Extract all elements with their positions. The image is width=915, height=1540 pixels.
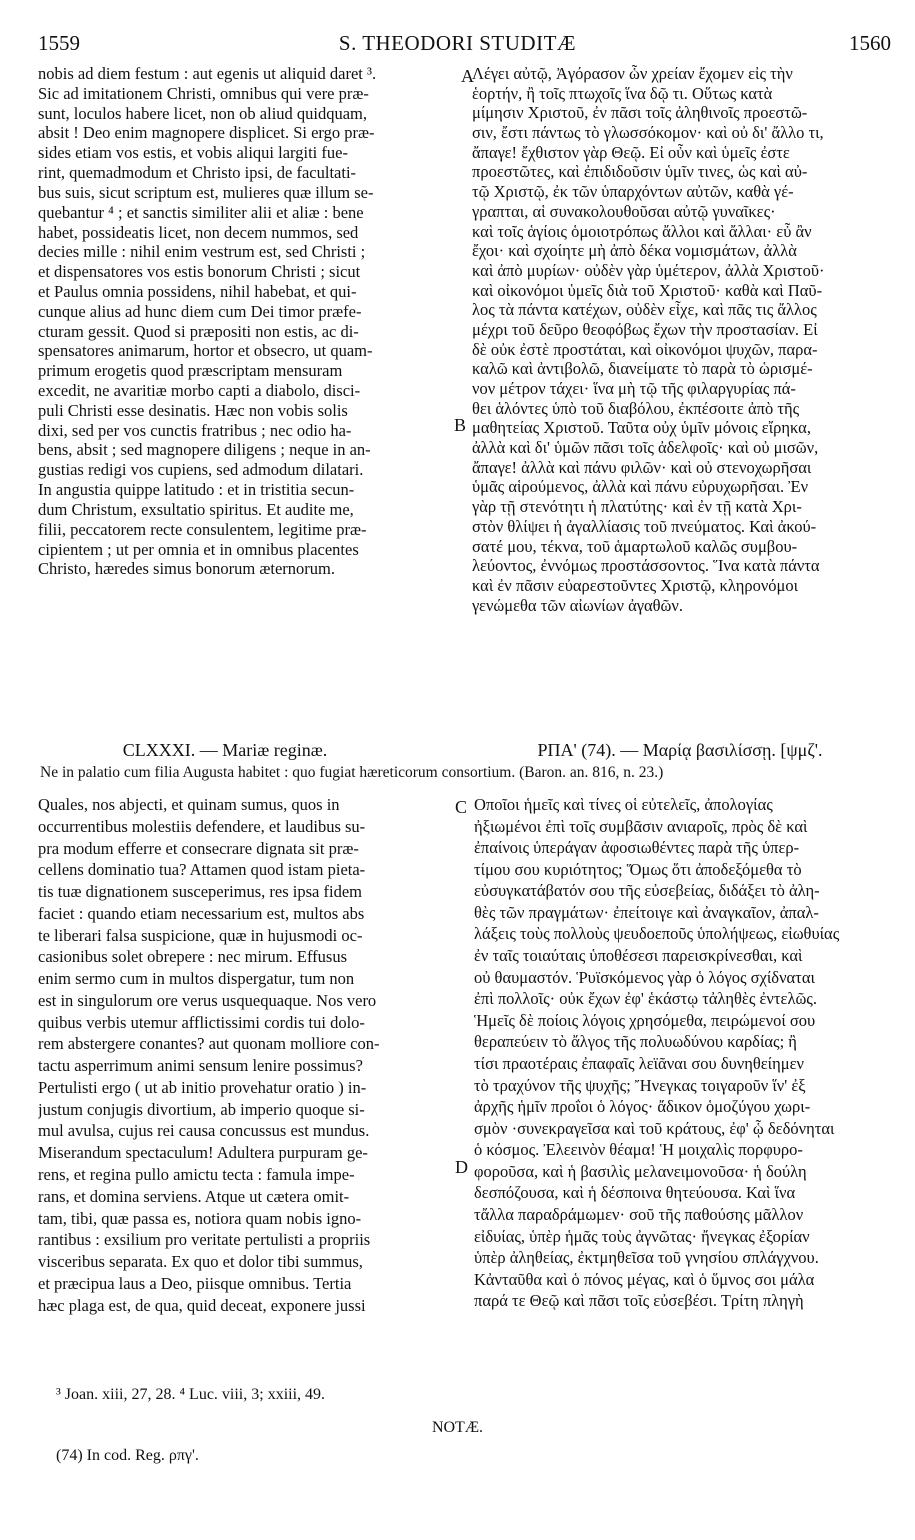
text-line: et præcipua laus a Deo, piisque omnibus. Tertia	[38, 1273, 352, 1293]
text-line: φοροῦσα, καὶ ἡ βασιλὶς μελανειμονοῦσα· ἡ δούλη	[474, 1161, 807, 1181]
text-line: Ἡμεῖς δὲ ποίοις λόγοις χρησόμεθα, πειρώμενοί σου	[474, 1010, 816, 1030]
text-line: tis tuæ dignationem susceperimus, res ipsa fidem	[38, 882, 362, 902]
text-line: ἔχοι· καὶ σχοίητε μὴ ἀπὸ δέκα νομισμάτων, ἀλλὰ	[472, 241, 797, 261]
text-line: quibus verbis utemur afflictissimi cordis tui dolo-	[38, 1012, 365, 1032]
text-line: μαθητείας Χριστοῦ. Ταῦτα οὐχ ὑμῖν μόνοις εἴρηκα,	[472, 418, 811, 438]
text-line: primum erogetis quod præscriptam mensuram	[38, 361, 343, 381]
text-line: hæc plaga est, de qua, quid deceat, exponere jussi	[38, 1295, 366, 1315]
text-line: τῷ Χριστῷ, ἐκ τῶν ὑπαρχόντων αὐτῶν, καθὰ γέ-	[472, 182, 794, 202]
text-line: Christo, hæredes simus bonorum æternorum.	[38, 559, 335, 579]
text-line: ἄπαγε! ἔχθιστον γὰρ Θεῷ. Εἰ οὖν καὶ ὑμεῖς ἐστε	[472, 142, 790, 162]
page-number-right: 1560	[849, 31, 891, 55]
text-line: ἐν ταῖς τοιαύταις ὑποθέσεσι παρεισκρίνεσθαι, καὶ	[474, 946, 803, 966]
text-line: τίμου σου κυριότητος; Ὅμως ὅτι ἀποδεξόμεθα τὸ	[474, 859, 802, 879]
text-line: tactu asperrimum animi sensum lenire possimus?	[38, 1056, 363, 1076]
text-line: στὸν θλίψει ἡ ἀγαλλίασις τοῦ πνεύματος. Καὶ ἀκού-	[472, 516, 817, 536]
text-line: quebantur ⁴ ; et sanctis similiter alii et aliæ : bene	[38, 202, 364, 222]
text-line: παρά τε Θεῷ καὶ πᾶσι τοῖς εὐσεβέσι. Τρίτη πληγὴ	[474, 1291, 804, 1311]
letter-summary: Ne in palatio cum filia Augusta habitet : quo fugiat hæreticorum consortium. (Baron. an. 816, n. 23.)	[40, 764, 664, 781]
text-line: λεύοντος, ἐννόμως προστάσσοντος. Ἵνα κατὰ πάντα	[472, 556, 820, 576]
text-line: puli Christi esse desinatis. Hæc non vobis solis	[38, 400, 348, 420]
text-line: faciet : quando etiam necessarium est, multos abs	[38, 903, 365, 923]
text-line: Sic ad imitationem Christi, omnibus qui vere præ-	[38, 83, 369, 103]
text-line: visceribus separata. Ex quo et dolor tibi summus,	[38, 1252, 363, 1272]
greek-column-top	[472, 64, 896, 615]
text-line: justum conjugis divortium, ab imperio quoque si-	[38, 1099, 365, 1119]
text-line: καὶ ἐν πᾶσιν εὐαρεστοῦντες Χριστῷ, κληρονόμοι	[472, 575, 799, 595]
text-line: ὁ κόσμος. Ἐλεεινὸν θέαμα! Ἡ μοιχαλὶς πορφυρο-	[474, 1140, 803, 1160]
text-line: θὲς τῶν πραγμάτων· ἐπείτοιγε καὶ ἀναγκαῖον, ἀπαλ-	[474, 902, 819, 922]
text-line: καὶ οἰκονόμοι ὑμεῖς διὰ τοῦ Χριστοῦ· καθὰ καὶ Παῦ-	[472, 280, 823, 300]
latin-column-letter	[38, 794, 454, 1316]
text-line: γὰρ τῇ στενότητι ἡ πλατύτης· καὶ ἐν τῇ κατὰ Χρι-	[472, 497, 802, 517]
text-line: καὶ ἀπὸ μυρίων· οὐδὲν γὰρ ὑμέτερον, ἀλλὰ Χριστοῦ·	[472, 260, 825, 280]
text-line: καὶ τοῖς ἁγίοις ὁμοιοτρόπως ἄλλοι καὶ ἄλλαι· εὖ ἂν	[472, 221, 812, 241]
text-line: sunt, loculos habere licet, non ob aliud quidquam,	[38, 103, 368, 123]
text-line: et Paulus omnia possidens, nihil habebat, et qui-	[38, 281, 357, 301]
text-line: pra modum efferre et consecrare dignata sit præ-	[38, 838, 359, 858]
text-line: σιν, ἔστι πάντως τὸ γλωσσόκομον· καὶ οὐ δι' ἄλλο τι,	[472, 123, 824, 143]
text-line: ἠξιωμένοι ἐπὶ τοῖς συμβᾶσιν ανιαροῖς, πρὸς δὲ καὶ	[474, 816, 808, 836]
text-line: οὐ θαυμαστόν. Ῥυϊσκόμενος γὰρ ὁ λόγος σχίδναται	[474, 967, 815, 987]
text-line: καλῶ καὶ ἀντιβολῶ, διανείματε τὸ παρὰ τὸ ὡρισμέ-	[472, 359, 813, 379]
text-line: γενώμεθα τῶν αἰωνίων ἀγαθῶν.	[472, 595, 684, 615]
text-line: rint, quemadmodum et Christo ipsi, de facultati-	[38, 163, 357, 183]
text-line: λάξεις τοὺς πολλοὺς ψευδοεποῦς ὑπολήψεως, εἰωθυίας	[474, 924, 840, 944]
text-line: sides etiam vos estis, et vobis aliqui largiti fue-	[38, 143, 348, 163]
text-line: decies mille : nihil enim vestrum est, sed Christi ;	[38, 242, 366, 262]
text-line: dixi, sed per vos cunctis fratribus ; nec odio ha-	[38, 420, 352, 440]
margin-letter-b: B	[454, 415, 467, 435]
text-line: ὑμᾶς αἱρούμενος, ἀλλὰ καὶ πάνυ εὐρυχωρῆσαι. Ἐν	[472, 477, 809, 497]
text-line: bens, absit ; sed magnopere diligens ; neque in an-	[38, 440, 371, 460]
text-line: habet, possideatis licet, non decem nummos, sed	[38, 222, 359, 242]
text-line: εὐσυγκατάβατόν σου τῆς εὐσεβείας, διδάξει τὸ ἀλη-	[474, 881, 820, 901]
text-line: τίσι πραοτέραις ἐπαφαῖς λεϊᾶναι σου δυνηθείημεν	[474, 1053, 804, 1073]
text-line: σμὸν ·συνεκραγεῖσα καὶ τοῦ κράτους, ἐφ' ᾧ δεδόνηται	[474, 1118, 835, 1138]
margin-letter-c: C	[455, 797, 468, 817]
text-line: ὑπὲρ ἀληθείας, ἐκτμηθεῖσα τοῦ γνησίου σπλάγχνου.	[474, 1248, 819, 1268]
margin-letter-d: D	[455, 1157, 468, 1177]
text-line: ἄπαγε! ἀλλὰ καὶ πάνυ φιλῶν· καὶ οὐ στενοχωρῆσαι	[472, 457, 812, 477]
text-line: μέχρι τοῦ δεῦρο θεοφόβως ἔχων τὴν προστασίαν. Εἰ	[472, 319, 818, 339]
text-line: gustias redigi vos cupiens, sed admodum dilatari.	[38, 460, 364, 480]
greek-column-letter	[474, 794, 894, 1312]
text-line: te liberari falsa suspicione, quæ in hujusmodi oc-	[38, 925, 363, 945]
text-line: rem abstergere conantes? aut quonam molliore con-	[38, 1034, 380, 1054]
text-line: nobis ad diem festum : aut egenis ut aliquid daret ³.	[38, 64, 377, 83]
latin-column-top	[38, 64, 460, 579]
text-line: spensatores animarum, hortor et obsecro, ut quam-	[38, 341, 373, 361]
margin-letter-a: A	[461, 66, 474, 86]
text-line: cunque alius ad hunc diem cum Dei timor præfe-	[38, 301, 362, 321]
text-line: δὲ οὐκ ἐστὲ προστάται, καὶ οἰκονόμοι ψυχῶν, παρα-	[472, 339, 818, 359]
text-line: casionibus solet obrepere : nec mirum. Effusus	[38, 947, 347, 967]
text-line: τὸ τραχύνον τῆς ψυχῆς; Ἤνεγκας τοιγαροῦν ἵν' ἐξ	[474, 1075, 806, 1095]
text-line: μίμησιν Χριστοῦ, ἐν πᾶσι τοῖς ἀληθινοῖς προεστῶ-	[472, 103, 808, 123]
text-line: est in singulorum ore verus usquequaque. Nos vero	[38, 990, 377, 1010]
text-line: τἄλλα παραδράμωμεν· σοῦ τῆς παθούσης μᾶλλον	[474, 1204, 804, 1224]
footnote-references: ³ Joan. xiii, 27, 28. ⁴ Luc. viii, 3; xxiii, 49.	[56, 1386, 326, 1403]
latin-letter-heading: CLXXXI. — Mariæ reginæ.	[122, 740, 328, 760]
text-line: ἐπὶ πολλοῖς· οὐκ ἔχων ἐφ' ἑκάστῳ τἀληθὲς ἐντελῶς.	[474, 989, 817, 1009]
text-line: occurrentibus molestiis defendere, et laudibus su-	[38, 816, 366, 836]
text-line: excedit, ne avaritiæ morbo capti a diabolo, disci-	[38, 381, 361, 400]
text-line: In angustia quippe latitudo : et in tristitia secun-	[38, 480, 355, 500]
text-line: filii, peccatorem recte consulentem, legitime præ-	[38, 519, 367, 539]
text-line: προεστῶτες, καὶ ἐπιδιδοῦσιν ὑμῖν τινες, ὡς καὶ αὐ-	[472, 162, 808, 182]
greek-letter-heading: ΡΠΑ' (74). — Μαρίᾳ βασιλίσσῃ. [ψμζ'.	[537, 740, 823, 760]
text-line: ἀλλὰ καὶ δι' ὑμῶν πᾶσι τοῖς ἀδελφοῖς· καὶ οὐ μισῶν,	[472, 438, 819, 458]
text-line: dum Christum, exsultatio spiritus. Et audite me,	[38, 499, 354, 519]
text-line: cturam gessit. Quod si præpositi non estis, ac di-	[38, 321, 359, 341]
text-line: enim sermo cum in multos dispergatur, tum non	[38, 969, 355, 989]
running-title: S. THEODORI STUDITÆ	[338, 31, 577, 55]
text-line: θεραπεύειν τὸ ἄλγος τῆς πολυωδύνου καρδίας; ἢ	[474, 1032, 797, 1052]
text-line: cipientem ; ut per omnia et in omnibus placentes	[38, 539, 359, 559]
text-line: ἀρχῆς ἡμῖν προΐοι ὁ λόγος· ἄδικον ὁμοζύγου χωρι-	[474, 1097, 811, 1117]
text-line: σατέ μου, τέκνα, τοῦ ἁμαρτωλοῦ καλῶς συμβου-	[472, 536, 798, 556]
text-line: cellens dominatio tua? Attamen quod istam pieta-	[38, 860, 366, 880]
text-line: Κἀνταῦθα καὶ ὁ πόνος μέγας, καὶ ὁ ὕμνος σοι μάλα	[474, 1269, 815, 1289]
text-line: rantibus : exsilium pro veritate pertulisti a propriis	[38, 1230, 371, 1250]
text-line: et dispensatores vos estis bonorum Christi ; sicut	[38, 262, 361, 282]
text-line: absit ! Deo enim magnopere displicet. Si ergo præ-	[38, 123, 375, 143]
text-line: νον μέτρον τάχει· ἵνα μὴ τῷ τῆς φιλαργυρίας πά-	[472, 379, 796, 398]
notae-heading: NOTÆ.	[431, 1419, 484, 1436]
text-line: mul avulsa, cujus rei causa concussus est mundus.	[38, 1121, 370, 1141]
text-line: Pertulisti ergo ( ut ab initio provehatur oratio ) in-	[38, 1077, 367, 1097]
text-line: ἑορτήν, ἢ τοῖς πτωχοῖς ἵνα δῷ τι. Οὕτως κατὰ	[472, 83, 773, 103]
text-line: λος τὰ πάντα κατέχων, οὐδὲν εἶχε, καὶ πᾶς τις ἄλλος	[472, 300, 817, 320]
text-line: θει ἁλόντες ὑπὸ τοῦ διαβόλου, ἐκπέσοιτε ἀπὸ τῆς	[472, 398, 800, 418]
footnote-74: (74) In cod. Reg. ρπγ'.	[56, 1447, 199, 1464]
text-line: tam, tibi, quæ passa es, notiora quam nobis igno-	[38, 1208, 362, 1228]
text-line: γραπται, αἱ συνακολουθοῦσαι αὐτῷ γυναῖκες·	[472, 201, 776, 221]
text-line: ἐπαίνοις ὑπεράγαν ἀφοσιωθέντες παρὰ τῆς ὑπερ-	[474, 838, 800, 858]
text-line: Miserandum spectaculum! Adultera purpuram ge-	[38, 1143, 368, 1163]
text-line: Λέγει αὐτῷ, Ἀγόρασον ὧν χρείαν ἔχομεν εἰς τὴν	[472, 64, 793, 83]
text-line: Quales, nos abjecti, et quinam sumus, quos in	[38, 795, 340, 814]
text-line: bus suis, sicut scriptum est, mulieres quæ illum se-	[38, 182, 374, 202]
text-line: εἰδυίας, ὑπὲρ ἡμᾶς τοὺς ἀγνῶτας· ἤνεγκας ἐξορίαν	[474, 1226, 810, 1246]
text-line: δεσπόζουσα, καὶ ἡ δέσποινα θητεύουσα. Καὶ ἵνα	[474, 1183, 796, 1203]
page-number-left: 1559	[38, 31, 80, 55]
text-line: rens, et regina pullo amictu tecta : famula impe-	[38, 1165, 355, 1185]
text-line: rans, et domina serviens. Atque ut cætera omit-	[38, 1186, 350, 1206]
text-line: Οποῖοι ἡμεῖς καὶ τίνες οἱ εὐτελεῖς, ἀπολογίας	[474, 795, 773, 814]
